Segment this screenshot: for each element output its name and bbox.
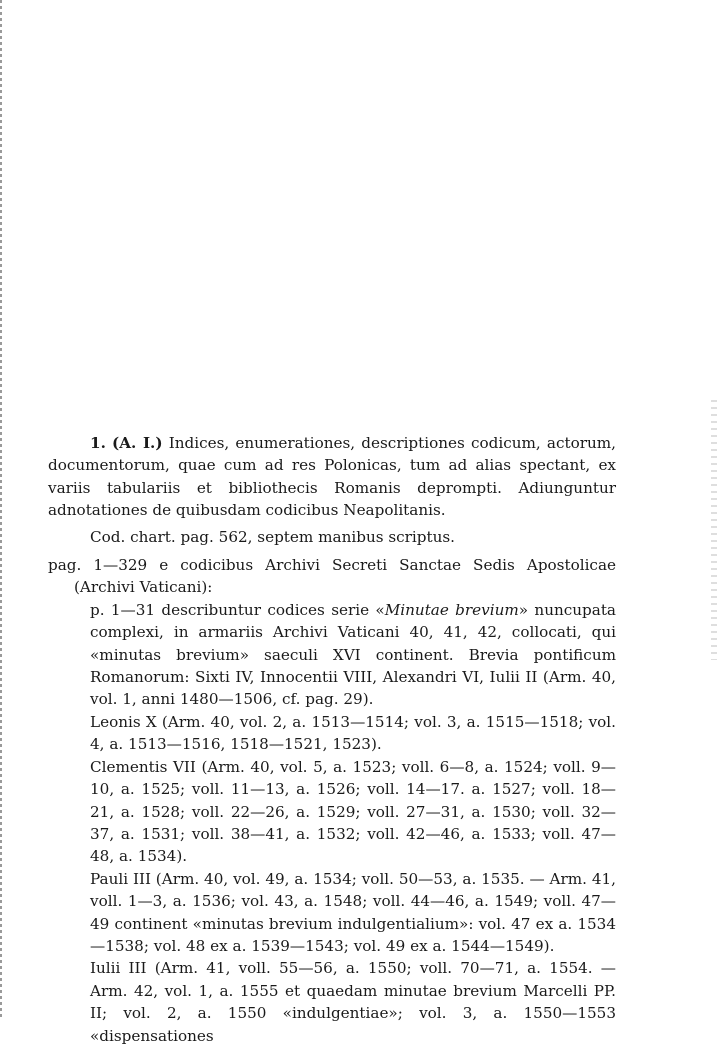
item-minutae-title: Minutae brevium [384, 600, 519, 619]
page-edge-right [711, 400, 717, 660]
item-minutae-suffix: » nuncupata complexi, in armariis Archivi Vaticani 40, 41, 42, collocati, qui «minutas brevium» saeculi XVI continent. Brevia pontificum Romanorum: Sixti IV, Innocentii VIII, Alexandri VI, Iulii II (Arm. 40, vol. 1, anni 1480—1506, cf. pag. 29). [90, 600, 616, 709]
entry-signature: (A. I.) [112, 434, 163, 452]
item-minutae-prefix: p. 1—31 describuntur codices serie « [90, 600, 385, 619]
item-minutae-brevium [90, 599, 616, 711]
entry-paragraph [48, 432, 616, 522]
page-edge-left [0, 0, 2, 1019]
pages-section: pag. 1—329 e codicibus Archivi Secreti Sanctae Sedis Apostolicae (Archivi Vaticani): [48, 556, 616, 597]
entry-number: 1. [90, 434, 106, 452]
item-iulii: Iulii III (Arm. 41, voll. 55—56, a. 1550; voll. 70—71, a. 1554. — Arm. 42, vol. 1, a. 1555 et quaedam minutae brevium Marcelli PP. II; vol. 2, a. 1550 «indulgentiae»; vol. 3, a. 1550—1553 «dispensationes [90, 959, 616, 1045]
document-body [48, 432, 616, 1047]
entry-description: Indices, enumerationes, descriptiones codicum, actorum, documentorum, quae cum ad res Polonicas, tum ad alias spectant, ex variis tabulariis et bibliothecis Romanis deprompti. Adiunguntur adnotationes de quibusdam codicibus Neapolitanis. [48, 434, 617, 520]
item-clementis: Clementis VII (Arm. 40, vol. 5, a. 1523; voll. 6—8, a. 1524; voll. 9—10, a. 1525; voll. 11—13, a. 1526; voll. 14—17. a. 1527; voll. 18—21, a. 1528; voll. 22—26, a. 1529; voll. 27—31, a. 1530; voll. 32—37, a. 1531; voll. 38—41, a. 1532; voll. 42—46, a. 1533; voll. 47—48, a. 1534). [90, 757, 616, 866]
item-pauli: Pauli III (Arm. 40, vol. 49, a. 1534; voll. 50—53, a. 1535. — Arm. 41, voll. 1—3, a. 1536; vol. 43, a. 1548; voll. 44—46, a. 1549; voll. 47—49 continent «minutas brevium indulgentialium»: vol. 47 ex a. 1534—1538; vol. 48 ex a. 1539—1543; vol. 49 ex a. 1544—1549). [90, 869, 616, 955]
item-leonis: Leonis X (Arm. 40, vol. 2, a. 1513—1514; vol. 3, a. 1515—1518; vol. 4, a. 1513—1516, 1518—1521, 1523). [90, 712, 616, 754]
codex-description: Cod. chart. pag. 562, septem manibus scriptus. [90, 527, 455, 546]
